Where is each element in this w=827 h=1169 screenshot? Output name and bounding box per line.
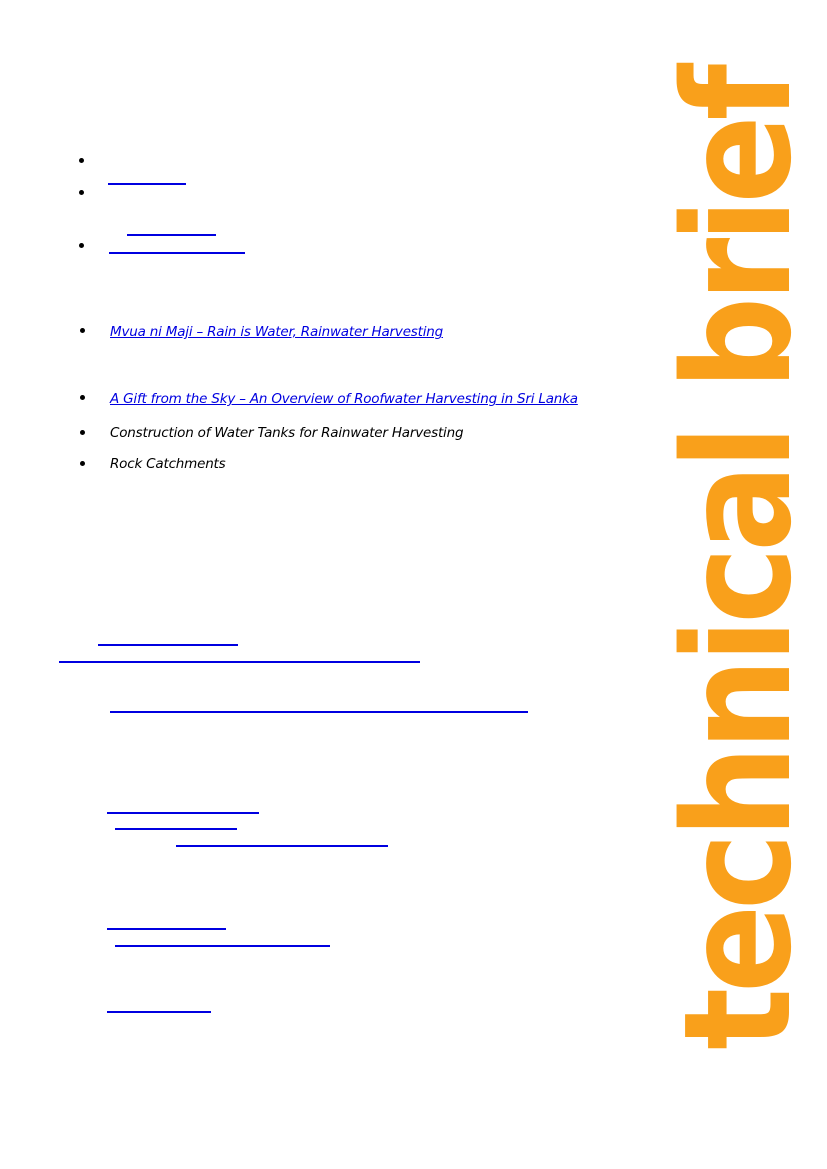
vertical-banner-text: technical brief [652,69,824,1051]
hidden-link-underline[interactable] [107,1011,211,1013]
hidden-link-underline[interactable] [107,928,226,930]
bullet-dot [80,328,85,333]
hidden-link-underline[interactable] [176,845,388,847]
hidden-link-underline[interactable] [115,828,237,830]
hidden-link-underline[interactable] [59,661,420,663]
hidden-link-underline[interactable] [108,183,186,185]
bullet-dot [79,190,84,195]
link-mvua-ni-maji[interactable]: Mvua ni Maji – Rain is Water, Rainwater Harvesting [110,324,443,340]
bullet-dot [79,243,84,248]
bullet-dot [79,158,84,163]
item-construction-water-tanks: Construction of Water Tanks for Rainwater Harvesting [110,425,464,441]
bullet-dot [80,430,85,435]
bullet-dot [80,395,85,400]
hidden-link-underline[interactable] [110,711,528,713]
bullet-dot [80,461,85,466]
hidden-link-underline[interactable] [115,945,330,947]
hidden-link-underline[interactable] [109,252,245,254]
hidden-link-underline[interactable] [107,812,259,814]
vertical-banner [652,69,824,1051]
hidden-link-underline[interactable] [98,644,238,646]
item-rock-catchments: Rock Catchments [110,456,226,472]
hidden-link-underline[interactable] [127,234,216,236]
link-gift-from-the-sky[interactable]: A Gift from the Sky – An Overview of Roofwater Harvesting in Sri Lanka [110,391,578,407]
